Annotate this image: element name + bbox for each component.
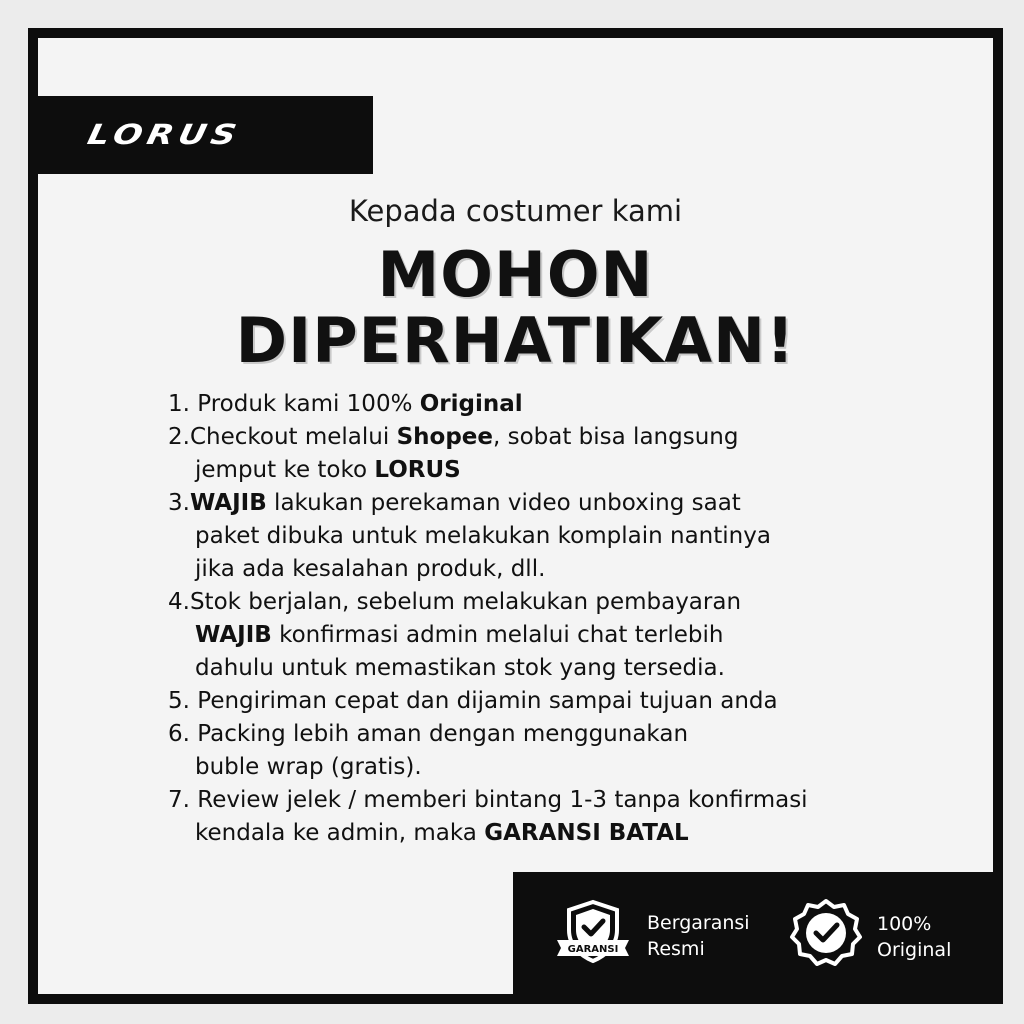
- headline-line-1: MOHON: [377, 238, 654, 311]
- notice-number: 7.: [168, 787, 198, 813]
- notice-number: 4.: [168, 589, 190, 615]
- notice-text: Pengiriman cepat dan dijamin sampai tujuan anda: [197, 688, 778, 714]
- seal-check-icon: [789, 898, 863, 975]
- shield-check-icon: [553, 898, 633, 973]
- badge-band: [513, 872, 993, 994]
- notice-number: 1.: [168, 391, 198, 417]
- notice-text: Packing lebih aman dengan menggunakan: [197, 721, 689, 747]
- notice-text-continued: buble wrap (gratis).: [195, 754, 422, 780]
- notice-item-6: [168, 718, 908, 751]
- notice-text-continued: jemput ke toko LORUS: [195, 457, 461, 483]
- notice-item-7: [168, 784, 908, 817]
- notice-number: 6.: [168, 721, 198, 747]
- original-badge: [789, 898, 951, 975]
- notice-number: 5.: [168, 688, 198, 714]
- brand-logo: LORUS: [84, 118, 245, 152]
- svg-text:GARANSI: GARANSI: [567, 944, 619, 955]
- notice-text-continued: jika ada kesalahan produk, dll.: [195, 556, 546, 582]
- notice-text-continued: dahulu untuk memastikan stok yang tersedia.: [195, 655, 725, 681]
- notice-item-5: [168, 685, 908, 718]
- notice-text: Produk kami 100% Original: [197, 391, 523, 417]
- notice-item-3: [168, 487, 908, 520]
- notice-text-continued: kendala ke admin, maka GARANSI BATAL: [195, 820, 689, 846]
- notice-text: WAJIB lakukan perekaman video unboxing saat: [189, 490, 741, 516]
- notice-text: Stok berjalan, sebelum melakukan pembayaran: [189, 589, 742, 615]
- notice-text-continued: WAJIB konfirmasi admin melalui chat terlebih: [195, 622, 724, 648]
- notice-number: 2.: [168, 424, 190, 450]
- warranty-badge: [553, 898, 750, 973]
- greeting-text: Kepada costumer kami: [348, 194, 683, 228]
- headline-line-2: DIPERHATIKAN!: [235, 304, 796, 377]
- warranty-badge-label: Bergaransi Resmi: [647, 911, 750, 960]
- notice-text: Review jelek / memberi bintang 1-3 tanpa konfirmasi: [197, 787, 808, 813]
- notice-item-4: [168, 586, 908, 619]
- notice-item-1: [168, 388, 908, 421]
- logo-band: [38, 96, 373, 174]
- notice-item-2: [168, 421, 908, 454]
- notice-text-continued: paket dibuka untuk melakukan komplain nantinya: [195, 523, 771, 549]
- notice-number: 3.: [168, 490, 190, 516]
- original-badge-label: 100% Original: [877, 912, 952, 961]
- notice-list: [168, 388, 908, 850]
- poster-frame: [28, 28, 1003, 1004]
- notice-text: Checkout melalui Shopee, sobat bisa langsung: [189, 424, 739, 450]
